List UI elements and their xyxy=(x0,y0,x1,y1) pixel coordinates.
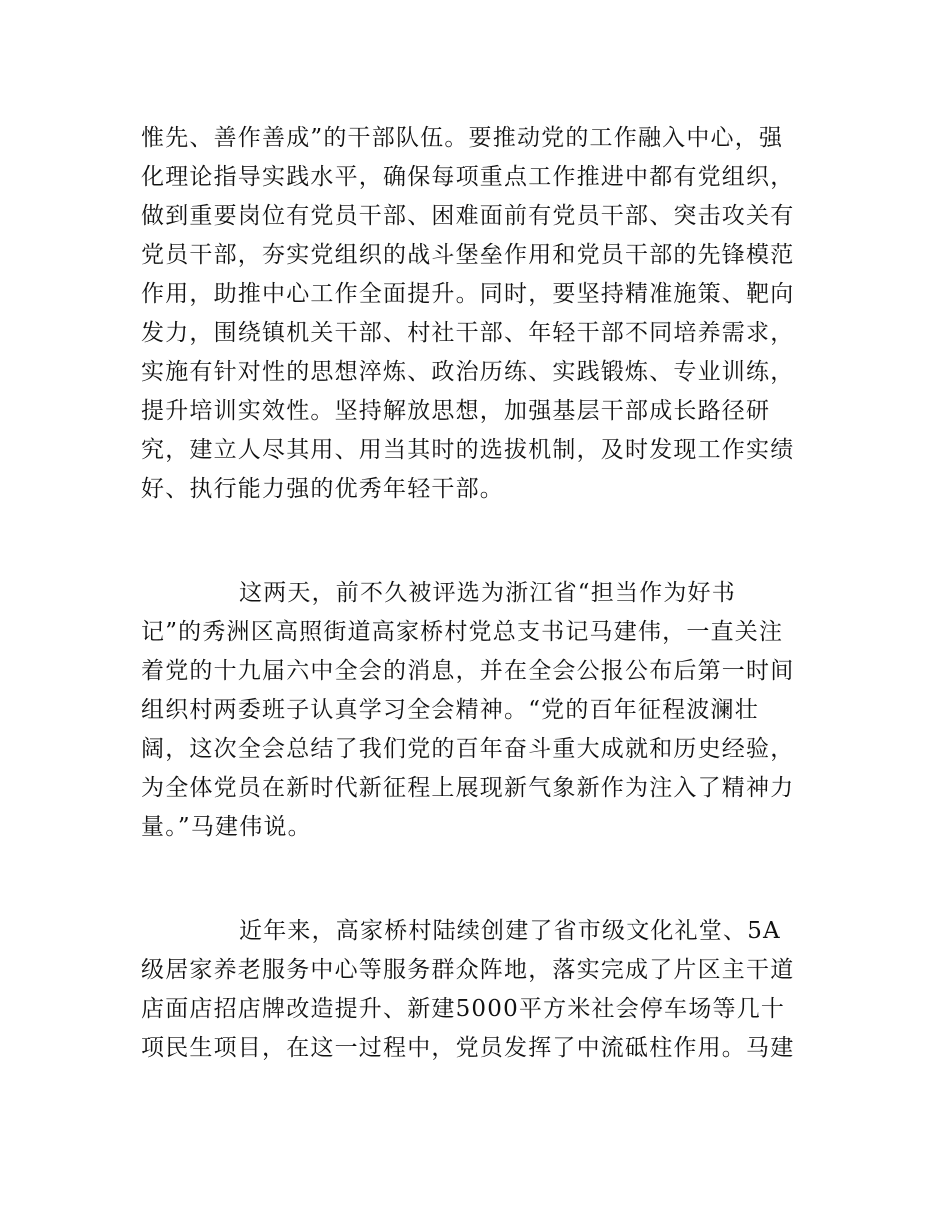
paragraph-1-line-4: 党员干部，夯实党组织的战斗堡垒作用和党员干部的先锋模范 xyxy=(141,242,795,268)
paragraph-1-line-2: 化理论指导实践水平，确保每项重点工作推进中都有党组织， xyxy=(141,164,795,190)
paragraph-2-line-1: 这两天，前不久被评选为浙江省“担当作为好书 xyxy=(239,580,736,606)
paragraph-3-line-1: 近年来，高家桥村陆续创建了省市级文化礼堂、5A xyxy=(239,918,781,944)
paragraph-1-line-10: 好、执行能力强的优秀年轻干部。 xyxy=(141,476,504,502)
paragraph-2-line-2: 记”的秀洲区高照街道高家桥村党总支书记马建伟，一直关注 xyxy=(141,619,784,645)
paragraph-3-line-3: 店面店招店牌改造提升、新建5000平方米社会停车场等几十 xyxy=(141,996,786,1022)
paragraph-2-line-3: 着党的十九届六中全会的消息，并在全会公报公布后第一时间 xyxy=(141,658,795,684)
paragraph-1-line-5: 作用，助推中心工作全面提升。同时，要坚持精准施策、靶向 xyxy=(141,281,795,307)
paragraph-2-line-6: 为全体党员在新时代新征程上展现新气象新作为注入了精神力 xyxy=(141,775,795,801)
paragraph-1-line-3: 做到重要岗位有党员干部、困难面前有党员干部、突击攻关有 xyxy=(141,203,795,229)
paragraph-1-line-9: 究，建立人尽其用、用当其时的选拔机制，及时发现工作实绩 xyxy=(141,437,795,463)
paragraph-3-line-2: 级居家养老服务中心等服务群众阵地，落实完成了片区主干道 xyxy=(141,957,795,983)
paragraph-2-line-4: 组织村两委班子认真学习全会精神。“党的百年征程波澜壮 xyxy=(141,697,759,723)
paragraph-3-line-4: 项民生项目，在这一过程中，党员发挥了中流砥柱作用。马建 xyxy=(141,1035,795,1061)
paragraph-1-line-6: 发力，围绕镇机关干部、村社干部、年轻干部不同培养需求， xyxy=(141,320,795,346)
paragraph-2-line-7: 量。”马建伟说。 xyxy=(141,814,312,840)
paragraph-1-line-1: 惟先、善作善成”的干部队伍。要推动党的工作融入中心，强 xyxy=(141,125,784,151)
paragraph-1-line-7: 实施有针对性的思想淬炼、政治历练、实践锻炼、专业训练， xyxy=(141,359,795,385)
paragraph-1-line-8: 提升培训实效性。坚持解放思想，加强基层干部成长路径研 xyxy=(141,398,771,424)
paragraph-2-line-5: 阔，这次全会总结了我们党的百年奋斗重大成就和历史经验， xyxy=(141,736,795,762)
